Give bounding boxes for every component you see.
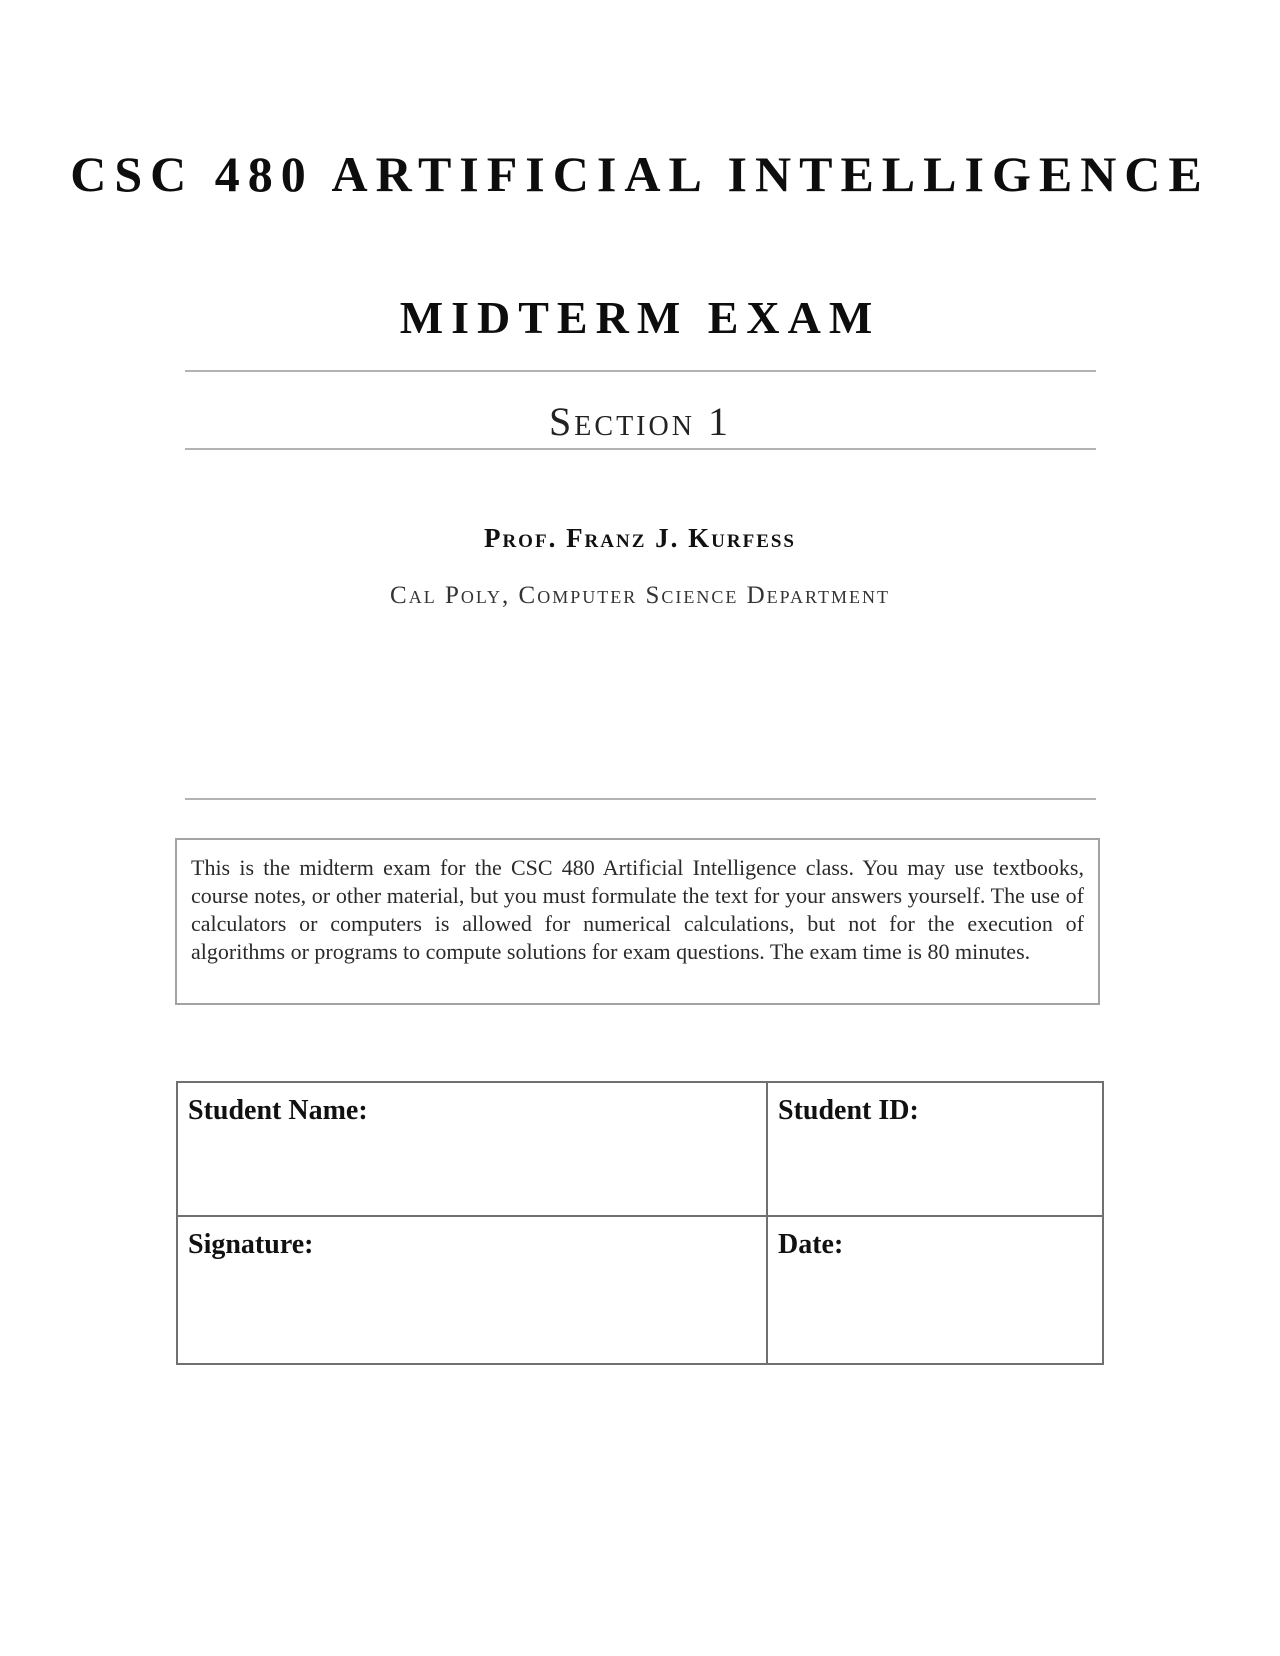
date-cell[interactable] (767, 1216, 1103, 1364)
table-row (177, 1216, 1103, 1364)
signature-label: Signature: (188, 1229, 314, 1260)
exam-instructions: This is the midterm exam for the CSC 480 Artificial Intelligence class. You may use textbooks, course notes, or other material, but you must formulate the text for your answers yourself. The use of calculators or computers is allowed for numerical calculations, but not for the execution of algorithms or programs to compute solutions for exam questions. The exam time is 80 minutes. (175, 838, 1100, 1005)
bottom-divider (185, 798, 1096, 800)
student-info-table (176, 1081, 1104, 1365)
student-name-cell[interactable] (177, 1082, 767, 1216)
signature-cell[interactable] (177, 1216, 767, 1364)
student-id-cell[interactable] (767, 1082, 1103, 1216)
top-divider (185, 370, 1096, 372)
student-id-label: Student ID: (778, 1095, 919, 1126)
table-row (177, 1082, 1103, 1216)
date-label: Date: (778, 1229, 844, 1260)
student-name-label: Student Name: (188, 1095, 368, 1126)
section-heading: Section 1 (549, 399, 731, 444)
section-divider (185, 448, 1096, 450)
author-name: Prof. Franz J. Kurfess (483, 523, 797, 553)
course-title: CSC 480 ARTIFICIAL INTELLIGENCE (70, 146, 1210, 202)
exam-title: MIDTERM EXAM (399, 292, 881, 343)
department-name: Cal Poly, Computer Science Department (390, 582, 890, 609)
